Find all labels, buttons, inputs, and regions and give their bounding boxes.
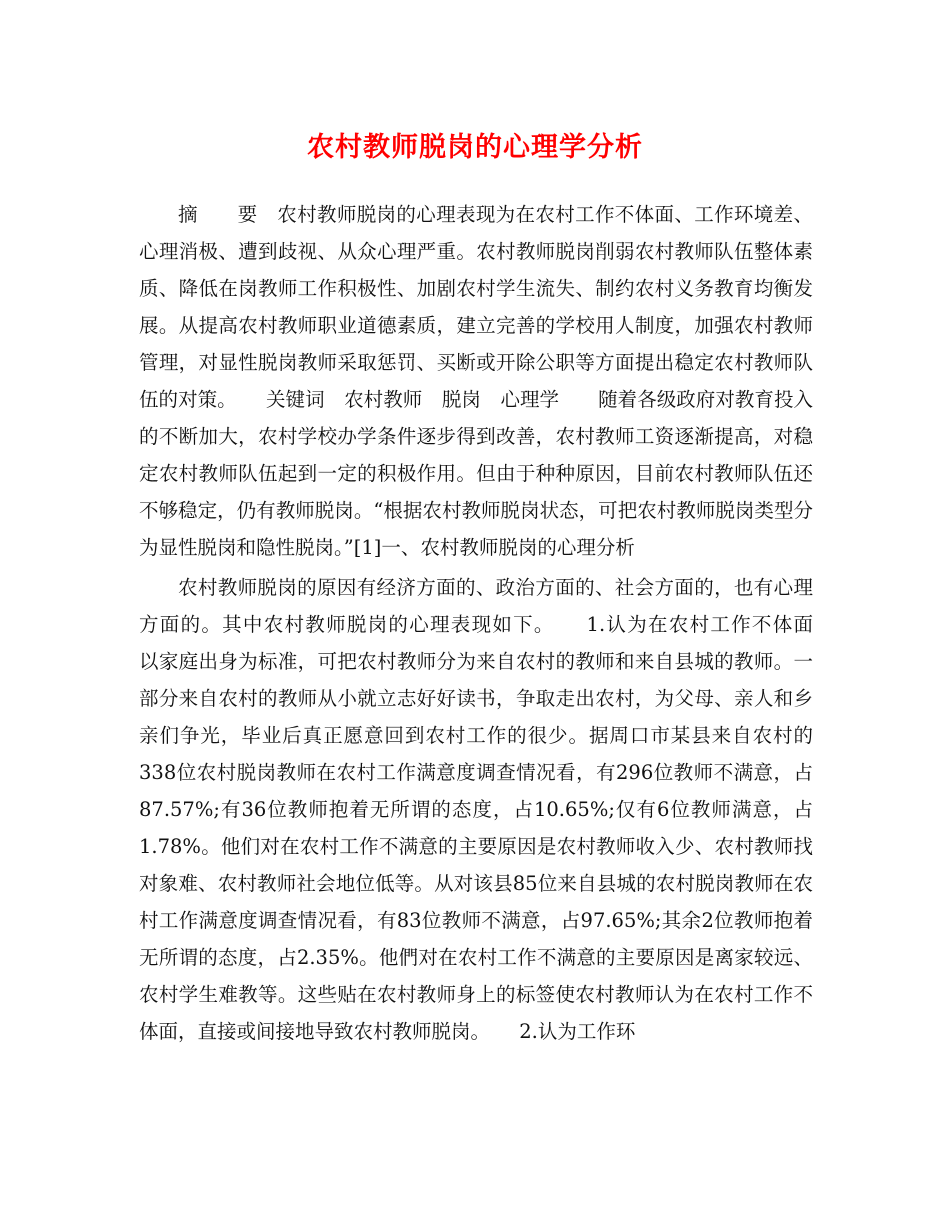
- document-title: 农村教师脱岗的心理学分析: [307, 132, 643, 163]
- body-paragraph: 农村教师脱岗的原因有经济方面的、政治方面的、社会方面的，也有心理方面的。其中农村教师脱岗的心理表现如下。 1.认为在农村工作不体面 以家庭出身为标准，可把农村教师分为来自农村的教师和来自县城的教师。一部分来自农村的教师从小就立志好好读书，争取走出农村，为父母、亲人和乡亲们争光，毕业后真正愿意回到农村工作的很少。据周口市某县来自农村的338位农村脱岗教师在农村工作满意度调查情况看，有296位教师不满意，占87.57%;有36位教师抱着无所谓的态度，占10.65%;仅有6位教师满意，占1.78%。他们对在农村工作不满意的主要原因是农村教师收入少、农村教师找对象难、农村教师社会地位低等。从对该县85位来自县城的农村脱岗教师在农村工作满意度调查情况看，有83位教师不满意，占97.65%;其余2位教师抱着无所谓的态度，占2.35%。他們对在农村工作不满意的主要原因是离家较远、农村学生难教等。这些贴在农村教师身上的标签使农村教师认为在农村工作不体面，直接或间接地导致农村教师脱岗。 2.认为工作环: [139, 576, 853, 1043]
- document-body: [139, 196, 853, 1050]
- abstract-paragraph: 摘 要 农村教师脱岗的心理表现为在农村工作不体面、工作环境差、心理消极、遭到歧视、从众心理严重。农村教师脱岗削弱农村教师队伍整体素质、降低在岗教师工作积极性、加剧农村学生流失、制约农村义务教育均衡发展。从提高农村教师职业道德素质，建立完善的学校用人制度，加强农村教师管理，对显性脱岗教师采取惩罚、买断或开除公职等方面提出稳定农村教师队伍的对策。 关键词 农村教师 脱岗 心理学 随着各级政府对教育投入的不断加大，农村学校办学条件逐步得到改善，农村教师工资逐渐提高，对稳定农村教师队伍起到一定的积极作用。但由于种种原因，目前农村教师队伍还不够稳定，仍有教师脱岗。“根据农村教师脱岗状态，可把农村教师脱岗类型分为显性脱岗和隐性脱岗。”[1]一、农村教师脱岗的心理分析: [139, 203, 813, 559]
